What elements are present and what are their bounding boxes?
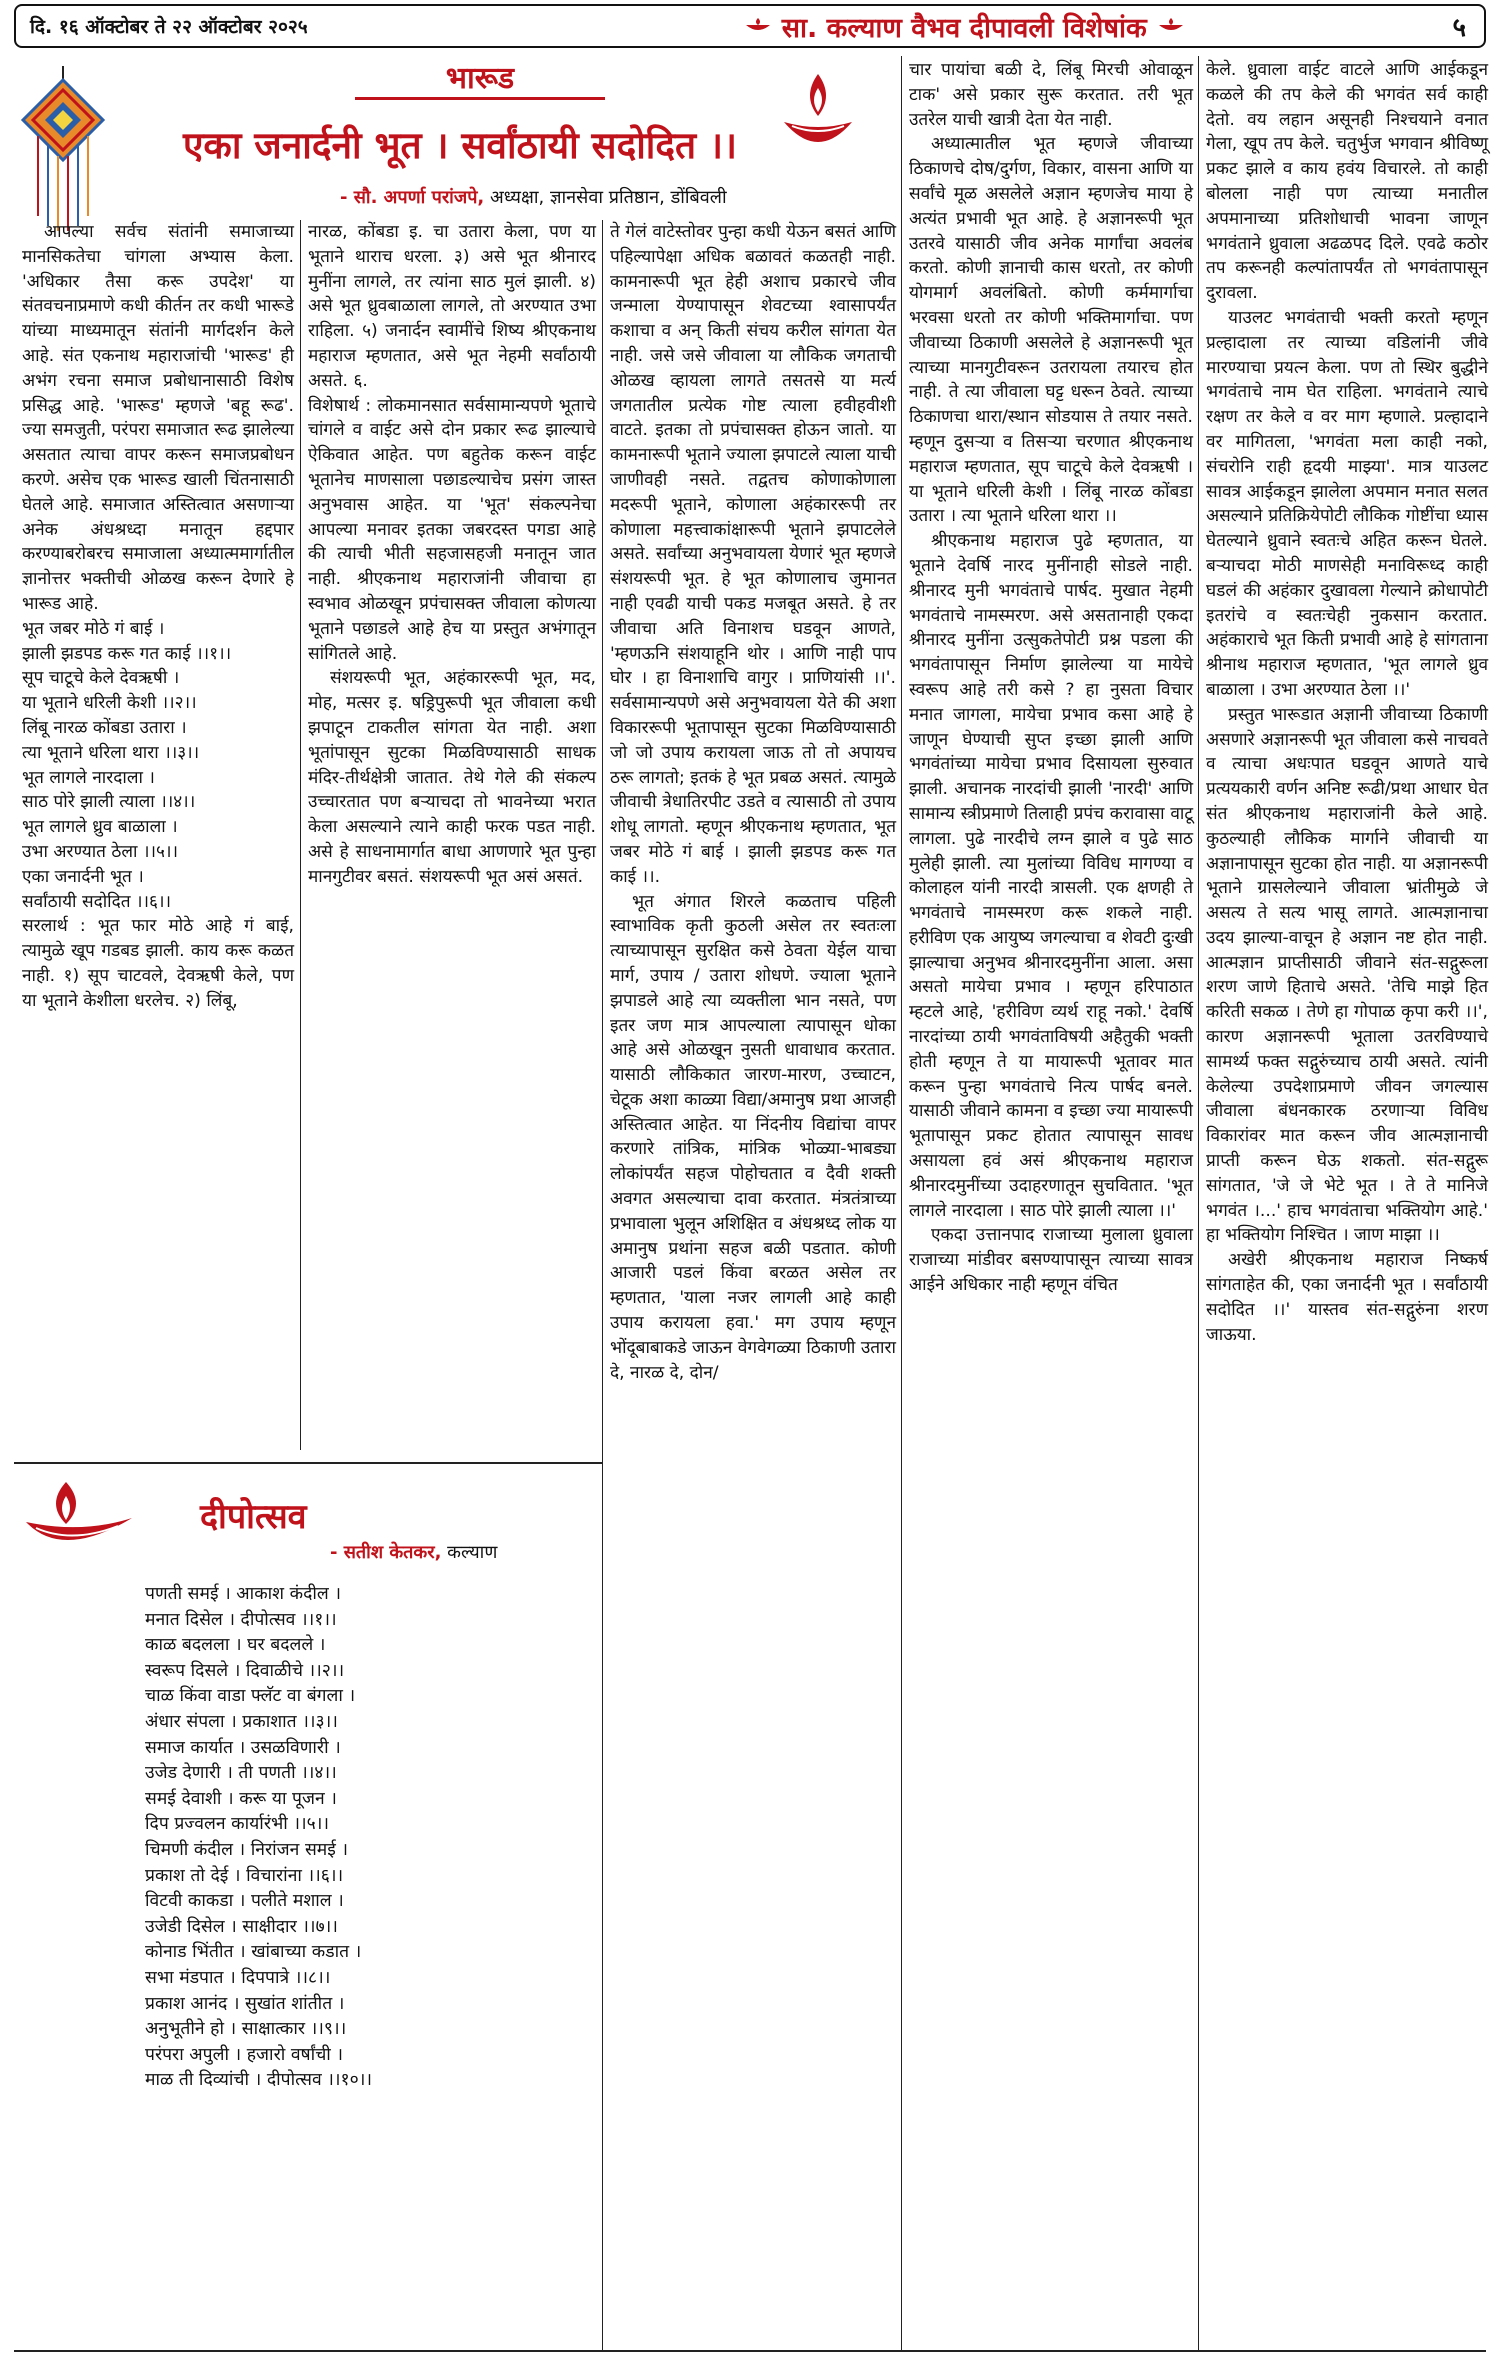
article-column-4 — [909, 58, 1193, 1298]
verse-line: भूत लागले नारदाला । — [22, 767, 155, 788]
diya-lamp-icon — [22, 1478, 142, 1558]
paragraph: नारळ, कोंबडा इ. चा उतारा केला, पण या भूताने थाराच धरला. ३) असे भूत श्रीनारद मुनींना लागले, तर त्यांना साठ मुलं झाली. ४) असे भूत ध्रुवबाळाला लागले, तो अरण्यात उभा राहिला. ५) जनार्दन स्वामींचे शिष्य श्रीएकनाथ महाराज म्हणतात, असे भूत नेहमी सर्वांठायी असते. ६. — [308, 222, 596, 391]
poem-title: दीपोत्सव — [200, 1497, 307, 1537]
author-designation: अध्यक्षा, ज्ञानसेवा प्रतिष्ठान, डोंबिवली — [484, 187, 727, 208]
verse-line: साठ पोरे झाली त्याला ।।४।। — [22, 792, 196, 813]
poem-line: काळ बदलला । घर बदलले । — [145, 1635, 326, 1656]
page-bottom-rule — [14, 2350, 1486, 2352]
verse-line: त्या भूताने धरिला थारा ।।३।। — [22, 742, 200, 763]
poem-line: समाज कार्यात । उसळविणारी । — [145, 1737, 341, 1758]
article-column-2 — [308, 220, 596, 890]
poem-line: प्रकाश आनंद । सुखांत शांतीत । — [145, 1993, 345, 2014]
paragraph: विशेषार्थ : लोकमानसात सर्वसामान्यपणे भूताचे चांगले व वाईट असे दोन प्रकार रूढ झाल्याचे ऐकिवात आहेत. पण बहुतेक करून वाईट भूतानेच माणसाला पछाडल्याचेच प्रसंग जास्त अनुभवास आहेत. या 'भूत' संकल्पनेचा आपल्या मनावर इतका जबरदस्त पगडा आहे की त्याची भीती सहजासहजी मनातून जात नाही. श्रीएकनाथ महाराजांनी जीवाचा हा स्वभाव ओळखून प्रपंचासक्त जीवाला कोणत्या भूताने पछाडले आहे हेच या प्रस्तुत अभंगातून सांगितले आहे. — [308, 395, 596, 664]
column-divider — [1198, 56, 1199, 2350]
paragraph: ते गेलं वाटेस्तोवर पुन्हा कधी येऊन बसतं आणि पहिल्यापेक्षा अधिक बळावतं कळतही नाही. कामनारूपी भूत हेही अशाच प्रकारचे जीव जन्माला येण्यापासून शेवटच्या श्वासापर्यंत कशाचा व अन् किती संचय करील सांगता येत नाही. जसे जसे जीवाला या लौकिक जगताची ओळख व्हायला लागते तसतसे या मर्त्य जगतातील प्रत्येक गोष्ट त्याला हवीहवीशी वाटते. इतका तो प्रपंचासक्त होऊन जातो. या कामनारूपी भूताने ज्याला झपाटले त्याला याची जाणीवही नसते. तद्वतच कोणाकोणाला मदरूपी भूताने, कोणाला अहंकाररूपी तर कोणाला महत्त्वाकांक्षारूपी भूताने झपाटलेले असते. सर्वांच्या अनुभवायला येणारं भूत म्हणजे संशयरूपी भूत. हे भूत कोणालाच जुमानत नाही एवढी याची पकड मजबूत असते. हे तर जीवाचा अति विनाशच घडवून आणते, 'म्हणऊनि संशयाहूनि थोर । आणि नाही पाप घोर । हा विनाशाचि वागुर । प्राणियांसी ।।'. सर्वसामान्यपणे असे अनुभवायला येते की अशा विकाररूपी भूतापासून सुटका मिळविण्यासाठी जो जो उपाय करायला जाऊ तो तो अपायच ठरू लागतो; इतकं हे भूत प्रबळ असतं. त्यामुळे जीवाची त्रेधातिरपीट उडते व त्यासाठी तो उपाय शोधू लागतो. म्हणून श्रीएकनाथ म्हणतात, भूत जबर मोठे गं बाई । झाली झडपड करू गत काई ।।. — [610, 222, 896, 887]
paragraph: अध्यात्मातील भूत म्हणजे जीवाच्या ठिकाणचे दोष/दुर्गण, विकार, वासना आणि या सर्वांचे मूळ असलेले अज्ञान म्हणजेच माया हे अत्यंत प्रभावी भूत आहे. हे अज्ञानरूपी भूत उतरवे यासाठी जीव अनेक मार्गांचा अवलंब करतो. कोणी ज्ञानाची कास धरतो, तर कोणी योगमार्ग अवलंबितो. कोणी कर्ममार्गाचा भरवसा धरतो तर कोणी भक्तिमार्गाचा. पण जीवाच्या ठिकाणी असलेले हे अज्ञानरूपी भूत त्याच्या मानगुटीवरून उतरायला तयारच होत नाही. ते त्या जीवाला घट्ट धरून ठेवते. त्याच्या ठिकाणचा थारा/स्थान सोडयास ते तयार नसते. म्हणून दुसऱ्या व तिसऱ्या चरणात श्रीएकनाथ महाराज म्हणतात, सूप चाटूचे केले देवऋषी । या भूताने धरिली केशी । लिंबू नारळ कोंबडा उतारा । त्या भूताने धरिला थारा ।। — [909, 134, 1193, 527]
paragraph: सरलार्थ : भूत फार मोठे आहे गं बाई, त्यामुळे खूप गडबड झाली. काय करू कळत नाही. १) सूप चाटवले, देवऋषी केले, पण या भूताने केशीला धरलेच. २) लिंबू, — [22, 916, 294, 1011]
verse-line: या भूताने धरिली केशी ।।२।। — [22, 693, 197, 714]
verse-line: भूत लागले ध्रुव बाळाला । — [22, 817, 178, 838]
publication-title: सा. कल्याण वैभव दीपावली विशेषांक — [781, 12, 1147, 44]
page-header — [14, 4, 1486, 48]
verse-line: लिंबू नारळ कोंबडा उतारा । — [22, 717, 187, 738]
paragraph: चार पायांचा बळी दे, लिंबू मिरची ओवाळून टाक' असे प्रकार सुरू करतात. तरी भूत उतरेल याची खात्री देता येत नाही. — [909, 60, 1193, 130]
poem-byline — [330, 1540, 497, 1564]
verse-line: एका जनार्दनी भूत । — [22, 866, 144, 887]
poem-line: प्रकाश तो देई । विचारांना ।।६।। — [145, 1865, 344, 1886]
poet-place: कल्याण — [441, 1542, 498, 1563]
publication-title-block — [476, 8, 1452, 45]
verse-line: उभा अरण्यात ठेला ।।५।। — [22, 841, 178, 862]
paragraph: अखेरी श्रीएकनाथ महाराज निष्कर्ष सांगताहेत की, एका जनार्दनी भूत । सर्वांठायी सदोदित ।।' यास्तव संत-सद्गुरुंना शरण जाऊया. — [1206, 1250, 1488, 1345]
verse-line: झाली झडपड करू गत काई ।।१।। — [22, 643, 232, 664]
poet-name: - सतीश केतकर, — [330, 1542, 442, 1563]
verse-line: सर्वांठायी सदोदित ।।६।। — [22, 891, 171, 912]
paragraph: संशयरूपी भूत, अहंकाररूपी भूत, मद, मोह, मत्सर इ. षड्रिपुरूपी भूत जीवाला कधी झपाटून टाकतील सांगता येत नाही. अशा भूतांपासून सुटका मिळविण्यासाठी साधक मंदिर-तीर्थक्षेत्री जातात. तेथे गेले की संकल्प उच्चारतात पण बऱ्याचदा तो भावनेच्या भरात केला असल्याने त्याने काही फरक पडत नाही. असे हे साधनामार्गात बाधा आणणारे भूत पुन्हा मानगुटीवर बसतं. संशयरूपी भूत असं असतं. — [308, 668, 596, 887]
poem-line: पणती समई । आकाश कंदील । — [145, 1584, 341, 1604]
poem-line: दिप प्रज्वलन कार्यारंभी ।।५।। — [145, 1814, 330, 1835]
poem-line: उजेड देणारी । ती पणती ।।४।। — [145, 1763, 337, 1784]
paragraph: भूत अंगात शिरले कळताच पहिली स्वाभाविक कृती कुठली असेल तर स्वतःला त्याच्यापासून सुरक्षित कसे ठेवता येईल याचा मार्ग, उपाय / उतारा शोधणे. ज्याला भूताने झपाडले आहे त्या व्यक्तीला भान नसते, पण इतर जण मात्र आपल्याला त्यापासून धोका आहे असे ओळखून नुसती धावाधाव करतात. यासाठी लौकिकात जारण-मारण, उच्चाटन, चेटूक अशा काळ्या विद्या/अमानुष प्रथा आजही अस्तित्वात आहेत. या निंदनीय विद्यांचा वापर करणारे तांत्रिक, मांत्रिक भोळ्या-भाबड्या लोकांपर्यंत सहज पोहोचतात व दैवी शक्ती अवगत असल्याचा दावा करतात. मंत्रतंत्राच्या प्रभावाला भुलून अशिक्षित व अंधश्रध्द लोक या अमानुष प्रथांना सहज बळी पडतात. कोणी आजारी पडलं किंवा बरळत असेल तर म्हणतात, 'याला नजर लागली आहे काही उपाय करायला हवा.' मग उपाय म्हणून भोंदूबाबाकडे जाऊन वेगवेगळ्या ठिकाणी उतारा दे, नारळ दे, दोन/ — [610, 891, 896, 1383]
poem-line: मनात दिसेल । दीपोत्सव ।।१।। — [145, 1609, 337, 1630]
diya-icon — [1157, 17, 1185, 35]
diya-icon — [744, 17, 772, 35]
poem-line: विटवी काकडा । पलीते मशाल । — [145, 1891, 344, 1912]
article-column-1 — [22, 220, 294, 1014]
poem-line: माळ ती दिव्यांची । दीपोत्सव ।।१०।। — [145, 2070, 372, 2091]
poem-line: चिमणी कंदील । निरांजन समई । — [145, 1839, 349, 1860]
article-title: एका जनार्दनी भूत । सर्वांठायी सदोदित ।। — [182, 124, 738, 167]
page-number: ५ — [1452, 13, 1466, 43]
article-kicker: भारूड — [355, 56, 605, 100]
paragraph: आपल्या सर्वच संतांनी समाजाच्या मानसिकतेचा चांगला अभ्यास केला. 'अधिकार तैसा करू उपदेश' या संतवचनाप्रमाणे कधी कीर्तन तर कधी भारूडे यांच्या माध्यमातून संतांनी मार्गदर्शन केले आहे. संत एकनाथ महाराजांची 'भारूड' ही अभंग रचना समाज प्रबोधानासाठी विशेष प्रसिद्ध आहे. 'भारूड' म्हणजे 'बहू रूढ'. ज्या समजुती, परंपरा समाजात रूढ झालेल्या असतात त्याचा वापर करून समाजप्रबोधन करणे. असेच एक भारूड खाली चिंतनासाठी घेतले आहे. समाजात अस्तित्वात असणाऱ्या अनेक अंधश्रध्दा मनातून हद्दपार करण्याबरोबरच समाजाला अध्यात्ममार्गातील ज्ञानोत्तर भक्तीची ओळख करून देणारे हे भारूड आहे. — [22, 222, 294, 614]
issue-date: दि. १६ ऑक्टोबर ते २२ ऑक्टोबर २०२५ — [30, 16, 308, 38]
paragraph: श्रीएकनाथ महाराज पुढे म्हणतात, या भूताने देवर्षि नारद मुनींनाही सोडले नाही. श्रीनारद मुनी भगवंताचे पार्षद. मुखात नेहमी भगवंताचे नामस्मरण. असे असतानाही एकदा श्रीनारद मुनींना उत्सुकतेपोटी प्रश्न पडला की भगवंतापासून निर्माण झालेल्या या मायेचे स्वरूप आहे तरी कसे ? हा नुसता विचार मनात जागला, मायेचा प्रभाव कसा आहे हे जाणून घेण्याची सुप्त इच्छा झाली आणि भगवंतांच्या मायेचा प्रभाव दिसायला सुरुवात झाली. अचानक नारदांची झाली 'नारदी' आणि सामान्य स्त्रीप्रमाणे तिलाही प्रपंच करावासा वाटू लागला. पुढे नारदीचे लग्न झाले व पुढे साठ मुलेही झाली. त्या मुलांच्या विविध मागण्या व कोलाहल यांनी नारदी त्रासली. एक क्षणही ते भगवंताचे नामस्मरण करू शकले नाही. हरीविण एक आयुष्य जगल्याचा व शेवटी दुःखी झाल्याचा अनुभव श्रीनारदमुनींना आला. असा असतो मायेचा प्रभाव । म्हणून हरिपाठात म्हटले आहे, 'हरीविण व्यर्थ राहू नको.' देवर्षि नारदांच्या ठायी भगवंताविषयी अहैतुकी भक्ती होती म्हणून ते या मायारूपी भूतावर मात करून पुन्हा भगवंताचे नित्य पार्षद बनले. यासाठी जीवाने कामना व इच्छा ज्या मायारूपी भूतापासून प्रकट होतात त्यापासून सावध असायला हवं असं श्रीएकनाथ महाराज श्रीनारदमुनींच्या उदाहरणातून सुचवितात. 'भूत लागले नारदाला । साठ पोरे झाली त्याला ।।' — [909, 531, 1193, 1221]
poem-line: चाळ किंवा वाडा फ्लॅट वा बंगला । — [145, 1686, 356, 1707]
poem-line: कोनाड भिंतीत । खांबाच्या कडात । — [145, 1942, 362, 1963]
poem-line: सभा मंडपात । दिपपात्रे ।।८।। — [145, 1967, 331, 1988]
poem-line: उजेडी दिसेल । साक्षीदार ।।७।। — [145, 1916, 338, 1937]
column-divider — [300, 220, 301, 1450]
kandil-lantern-icon — [18, 66, 108, 236]
verse-line: सूप चाटूचे केले देवऋषी । — [22, 668, 180, 689]
column-divider — [901, 56, 902, 2350]
article-column-3 — [610, 220, 896, 1385]
poem-line: स्वरूप दिसले । दिवाळीचे ।।२।। — [145, 1660, 345, 1681]
verse-line: भूत जबर मोठे गं बाई । — [22, 618, 165, 639]
poem-body — [145, 1582, 372, 2094]
poem-line: अनुभूतीने हो । साक्षात्कार ।।९।। — [145, 2019, 347, 2040]
paragraph: प्रस्तुत भारूडात अज्ञानी जीवाच्या ठिकाणी असणारे अज्ञानरूपी भूत जीवाला कसे नाचवते व त्याचा अधःपात घडवून आणते याचे प्रत्ययकारी वर्णन अनिष्ट रूढी/प्रथा आधार घेत संत श्रीएकनाथ महाराजांनी केले आहे. कुठल्याही लौकिक मार्गाने जीवाची या अज्ञानापासून सुटका होत नाही. या अज्ञानरूपी भूताने ग्रासलेल्याने जीवाला भ्रांतीमुळे जे असत्य ते सत्य भासू लागते. आत्मज्ञानाचा उदय झाल्या-वाचून हे अज्ञान नष्ट होत नाही. आत्मज्ञान प्राप्तीसाठी जीवाने संत-सद्गुरूला शरण जाणे हिताचे असते. 'तेचि माझे हित करिती सकळ । तेणे हा गोपाळ कृपा करी ।।', कारण अज्ञानरूपी भूताला उतरविण्याचे सामर्थ्य फक्त सद्गुरुंच्याच ठायी असते. त्यांनी केलेल्या उपदेशाप्रमाणे जीवन जगल्यास जीवाला बंधनकारक ठरणाऱ्या विविध विकारांवर मात करून जीव आत्मज्ञानाची प्राप्ती करून घेऊ शकतो. संत-सद्गुरू सांगतात, 'जे जे भेटे भूत । ते ते मानिजे भगवंत ।...' हाच भगवंताचा भक्तियोग आहे.' हा भक्तियोग निश्चित । जाण माझा ।। — [1206, 704, 1488, 1246]
paragraph: याउलट भगवंताची भक्ती करतो म्हणून प्रल्हादाला तर त्याच्या वडिलांनी जीवे मारण्याचा प्रयत्न केला. पण तो स्थिर बुद्धीने भगवंताचे नाम घेत राहिला. भगवंताने त्याचे रक्षण तर केले व वर माग म्हणाले. प्रल्हादाने वर मागितला, 'भगवंता मला काही नको, संचरोनि राही हृदयी माझ्या'. मात्र याउलट सावत्र आईकडून झालेला अपमान मनात सलत असल्याने प्रतिक्रियेपोटी लौकिक गोष्टींचा ध्यास घेतल्याने ध्रुवाने स्वतःचे अहित करून घेतले. बऱ्याचदा मोठी माणसेही मनाविरूध्द काही घडलं की अहंकार दुखावला गेल्याने क्रोधापोटी इतरांचे व स्वतःचेही नुकसान करतात. अहंकाराचे भूत किती प्रभावी आहे हे सांगताना श्रीनाथ महाराज म्हणतात, 'भूत लागले ध्रुव बाळाला । उभा अरण्यात ठेला ।।' — [1206, 307, 1488, 700]
author-name: - सौ. अपर्णा परांजपे, — [340, 187, 485, 208]
article-byline — [340, 185, 727, 209]
section-divider — [14, 1462, 602, 1464]
verse-block — [22, 617, 294, 915]
column-divider — [602, 220, 603, 2350]
poem-line: समई देवाशी । करू या पूजन । — [145, 1788, 337, 1809]
paragraph: एकदा उत्तानपाद राजाच्या मुलाला ध्रुवाला राजाच्या मांडीवर बसण्यापासून त्याच्या सावत्र आईने अधिकार नाही म्हणून वंचित — [909, 1225, 1193, 1296]
article-column-5 — [1206, 58, 1488, 1347]
paragraph: केले. ध्रुवाला वाईट वाटले आणि आईकडून कळले की तप केले की भगवंत सर्व काही देतो. वय लहान असूनही निश्चयाने वनात गेला, खूप तप केले. चतुर्भुज भगवान श्रीविष्णू प्रकट झाले व काय हवंय विचारले. तो काही बोलला नाही पण त्याच्या मनातील अपमानाच्या प्रतिशोधाची भावना जाणून भगवंताने ध्रुवाला अढळपद दिले. एवढे कठोर तप करूनही कल्पांतापर्यंत तो भगवंतापासून दुरावला. — [1206, 60, 1488, 304]
poem-line: परंपरा अपुली । हजारो वर्षांची । — [145, 2044, 344, 2065]
poem-line: अंधार संपला । प्रकाशात ।।३।। — [145, 1711, 338, 1732]
